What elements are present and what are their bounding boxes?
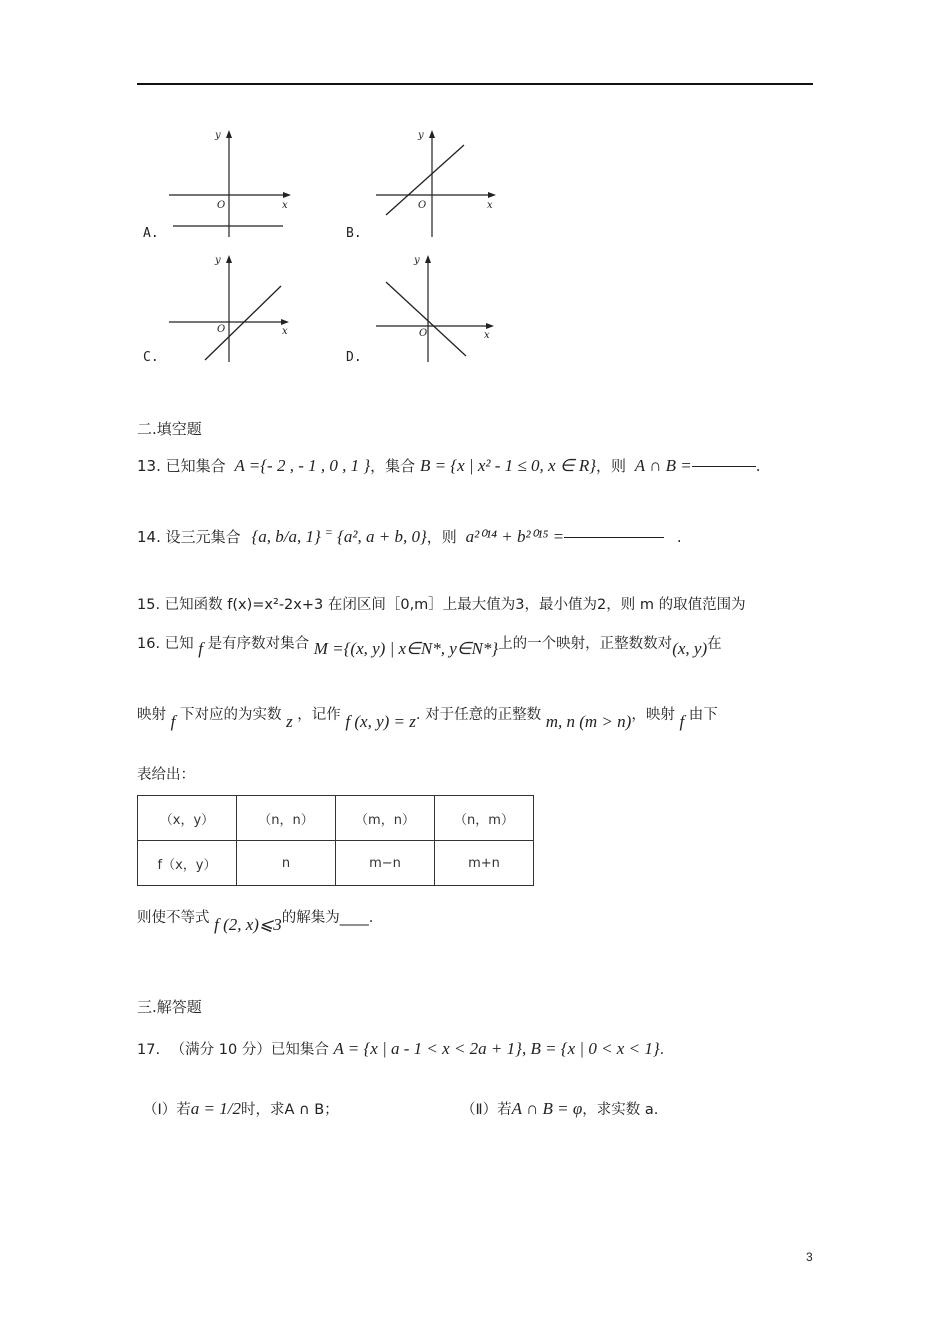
- q17-part1-label: （Ⅰ）若: [143, 1102, 191, 1118]
- q13-text: 已知集合: [165, 457, 226, 475]
- question-17: [137, 1038, 664, 1059]
- graph-option-d: [372, 252, 502, 364]
- option-d-label: D.: [346, 350, 362, 365]
- q14-end: .: [676, 528, 682, 546]
- q16-text-2d: . 对于任意的正整数: [415, 707, 542, 723]
- option-b-label: B.: [346, 226, 362, 241]
- q16-inequality: f (2, x)⩽3: [214, 915, 282, 934]
- q14-text: 设三元集合: [165, 528, 241, 546]
- page-number: 3: [806, 1250, 813, 1264]
- q13-set-b: B = {x | x² - 1 ≤ 0, x ∈ R}: [419, 456, 596, 475]
- q16-text-2c: ，记作: [297, 707, 341, 723]
- q17-part2-condition: A ∩ B = φ: [511, 1099, 583, 1118]
- origin-label: O: [217, 200, 226, 211]
- q16-text-4a: 则使不等式: [137, 910, 210, 926]
- section-fill-in-title: 二.填空题: [137, 420, 202, 438]
- table-cell: n: [237, 841, 336, 886]
- x-axis-label: x: [282, 326, 288, 337]
- q13-set-a: A ={- 2 , - 1 , 0 , 1 }: [234, 456, 371, 475]
- question-16: [137, 632, 722, 659]
- q16-fxyz: f (x, y) = z: [345, 712, 416, 731]
- question-16-line-2: [137, 703, 718, 732]
- y-axis-label: y: [414, 255, 420, 266]
- origin-label: O: [419, 328, 428, 339]
- q15-text: 已知函数 f(x)=x²-2x+3 在闭区间［0,m］上最大值为3，最小值为2，则 m 的取值范围为: [164, 597, 746, 613]
- y-axis-label: y: [418, 130, 424, 141]
- table-header-row: [138, 796, 534, 841]
- q16-text-1d: 在: [707, 636, 722, 652]
- q16-text-2f: 由下: [688, 707, 718, 723]
- graph-option-c: [165, 252, 295, 364]
- q13-answer-blank: [692, 466, 756, 467]
- x-axis-label: x: [487, 200, 493, 211]
- q16-number: 16.: [137, 636, 161, 652]
- mapping-table: [137, 795, 534, 886]
- question-16-line-3: 表给出：: [137, 767, 195, 783]
- q16-pair: (x, y): [672, 639, 708, 658]
- q16-set-m: M ={(x, y) | x∈N*, y∈N*}: [313, 639, 499, 658]
- q14-text2: ，则: [426, 528, 457, 546]
- graph-option-b: [372, 127, 502, 239]
- question-13: [137, 455, 761, 476]
- q17-set-b: B = {x | 0 < x < 1}: [530, 1039, 660, 1058]
- table-cell: （m，n）: [336, 796, 435, 841]
- q17-score: （满分 10 分）已知集合: [170, 1042, 329, 1058]
- question-16-line-4: [137, 906, 373, 935]
- question-14: [137, 525, 682, 547]
- x-axis-label: x: [484, 330, 490, 341]
- origin-label: O: [418, 200, 427, 211]
- q13-expression: A ∩ B =: [634, 456, 692, 475]
- header-rule: [137, 83, 813, 85]
- q16-text-2e: ，映射: [631, 707, 675, 723]
- q13-text3: ，则: [596, 457, 627, 475]
- table-cell: m−n: [336, 841, 435, 886]
- q14-expression: a²⁰¹⁴ + b²⁰¹⁵ =: [465, 527, 565, 546]
- table-cell: （x，y）: [138, 796, 237, 841]
- q16-text-1a: 已知: [164, 636, 194, 652]
- q16-text-4b: 的解集为____.: [281, 910, 374, 926]
- option-c-label: C.: [143, 350, 159, 365]
- q16-text-2b: 下对应的为实数: [179, 707, 282, 723]
- q17-part1-task: 时，求A ∩ B；: [240, 1102, 339, 1118]
- q14-set-1: {a, b/a, 1}: [251, 527, 321, 546]
- question-17-part-2: [461, 1098, 658, 1119]
- y-axis-label: y: [215, 130, 221, 141]
- q13-number: 13.: [137, 457, 161, 475]
- q13-text2: ，集合: [370, 457, 416, 475]
- q16-mn: m, n (m > n): [545, 712, 632, 731]
- origin-label: O: [217, 324, 226, 335]
- q14-number: 14.: [137, 528, 161, 546]
- q17-number: 17.: [137, 1042, 161, 1058]
- table-cell: （n，m）: [435, 796, 534, 841]
- question-17-part-1: [143, 1098, 339, 1119]
- y-axis-label: y: [215, 255, 221, 266]
- q16-text-1b: 是有序数对集合: [207, 636, 310, 652]
- q16-text-2a: 映射: [137, 707, 166, 723]
- section-answer-title: 三.解答题: [137, 998, 202, 1016]
- q17-set-a: A = {x | a - 1 < x < 2a + 1}: [333, 1039, 522, 1058]
- q17-comma: ,: [521, 1039, 531, 1058]
- q16-f: f: [198, 639, 204, 658]
- graph-option-a: [165, 127, 295, 239]
- q14-equals: =: [325, 525, 333, 539]
- table-cell: f（x，y）: [138, 841, 237, 886]
- q16-text-1c: 上的一个映射，正整数数对: [498, 636, 673, 652]
- x-axis-label: x: [282, 200, 288, 211]
- q15-number: 15.: [137, 597, 161, 613]
- question-15: [137, 593, 746, 614]
- q14-set-2: {a², a + b, 0}: [337, 527, 427, 546]
- q14-answer-blank: [564, 537, 664, 538]
- q16-f: f: [170, 712, 176, 731]
- option-a-label: A.: [143, 226, 159, 241]
- q16-z: z: [286, 712, 293, 731]
- q16-f: f: [679, 712, 685, 731]
- table-row: [138, 841, 534, 886]
- q17-part2-task: ，求实数 a.: [582, 1102, 659, 1118]
- q13-end: .: [755, 457, 761, 475]
- q17-part2-label: （Ⅱ）若: [461, 1102, 512, 1118]
- q17-part1-condition: a = 1/2: [190, 1099, 241, 1118]
- q17-end: .: [659, 1042, 665, 1058]
- table-cell: m+n: [435, 841, 534, 886]
- table-cell: （n，n）: [237, 796, 336, 841]
